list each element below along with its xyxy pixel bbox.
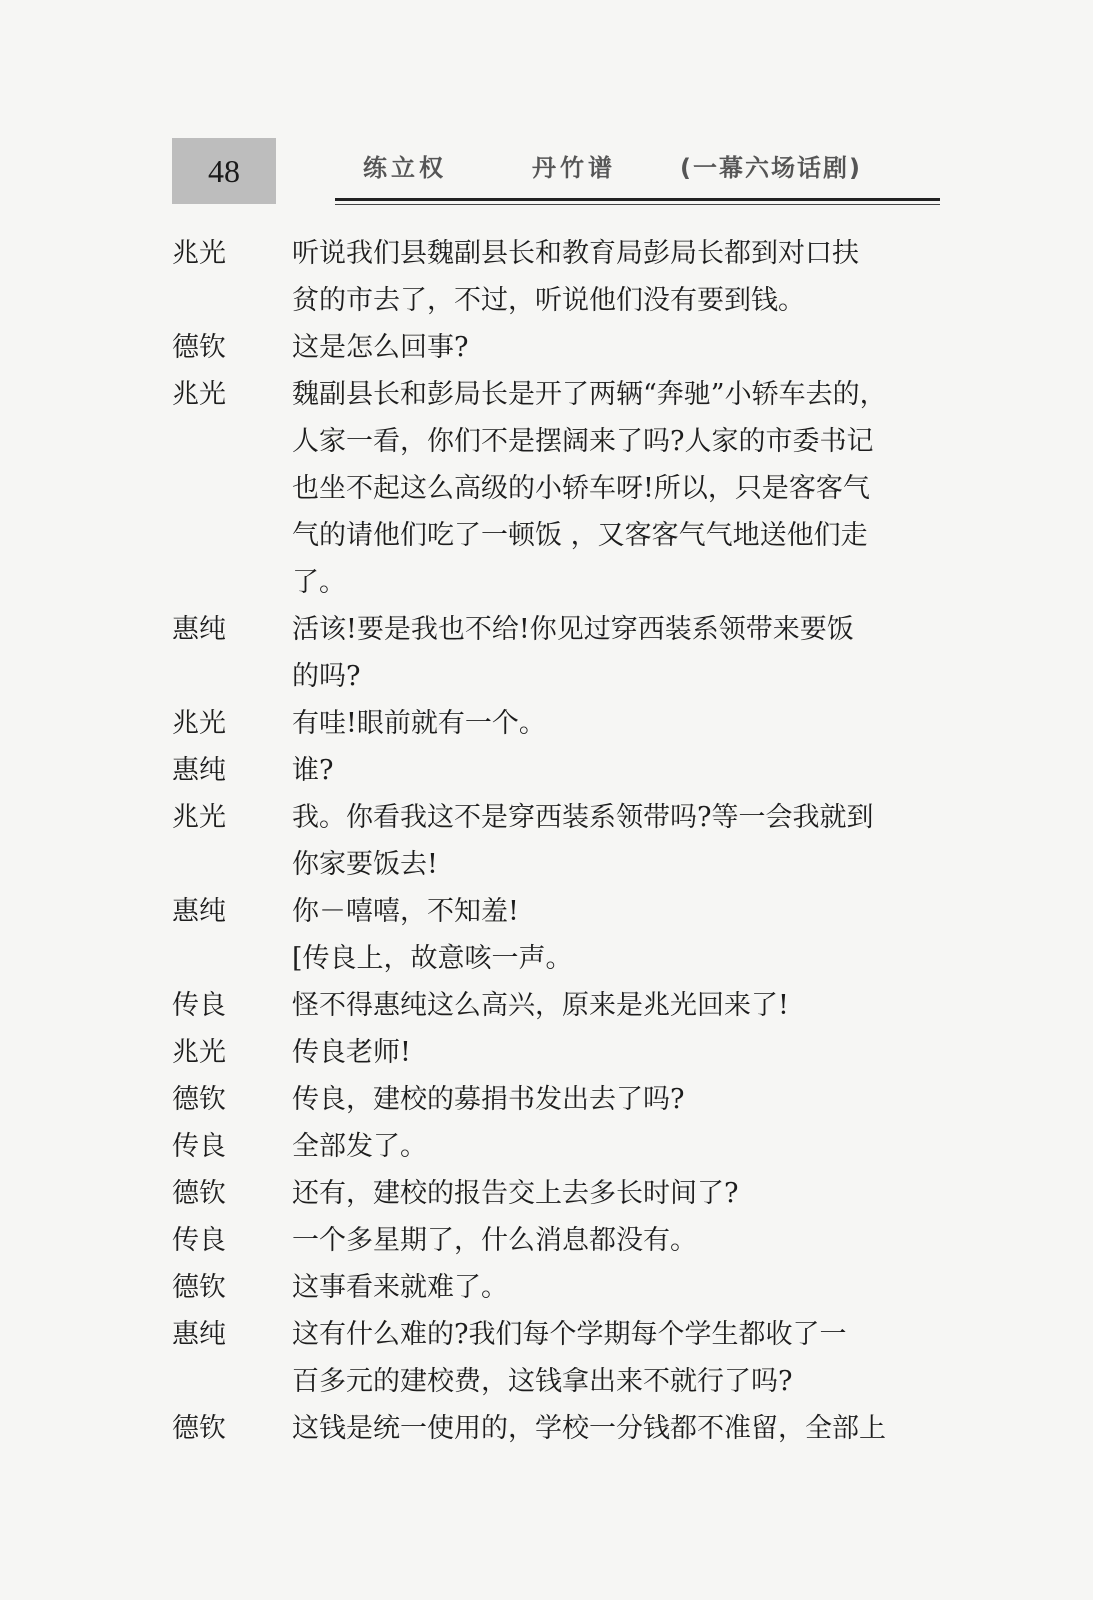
- dialogue-entry: [172, 1123, 952, 1170]
- speech-text: [292, 982, 937, 1029]
- dialogue-entry: [172, 1217, 952, 1264]
- dialogue-entry: [172, 747, 952, 794]
- speech-line: 人家一看，你们不是摆阔来了吗?人家的市委书记: [292, 426, 874, 457]
- speaker-name: 兆光: [172, 379, 226, 410]
- dialogue-entry: [172, 982, 952, 1029]
- speech-text: [292, 1029, 937, 1076]
- speech-text: [292, 371, 937, 606]
- speaker-name: 惠纯: [172, 614, 226, 645]
- speech-text: [292, 888, 937, 935]
- header-rule-thick: [335, 198, 940, 201]
- speaker-name: 德钦: [172, 1413, 226, 1444]
- speaker-name: 兆光: [172, 1037, 226, 1068]
- speech-line: 活该!要是我也不给!你见过穿西装系领带来要饭: [292, 614, 854, 645]
- speech-line: 还有，建校的报告交上去多长时间了?: [292, 1178, 739, 1209]
- speech-line: 的吗?: [292, 661, 361, 692]
- dialogue-entry: [172, 1170, 952, 1217]
- speech-line: 也坐不起这么高级的小轿车呀!所以，只是客客气: [292, 473, 870, 504]
- speech-line: 这事看来就难了。: [292, 1272, 508, 1303]
- speech-text: [292, 324, 937, 371]
- speech-line: 怪不得惠纯这么高兴，原来是兆光回来了!: [292, 990, 789, 1021]
- speech-line: 一个多星期了，什么消息都没有。: [292, 1225, 697, 1256]
- speaker-name: 德钦: [172, 1272, 226, 1303]
- speech-text: [292, 794, 937, 888]
- speaker-name: 惠纯: [172, 896, 226, 927]
- speech-line: 这钱是统一使用的，学校一分钱都不准留，全部上: [292, 1413, 886, 1444]
- speaker-name: 传良: [172, 990, 226, 1021]
- speaker-name: 兆光: [172, 708, 226, 739]
- speech-text: [292, 1217, 937, 1264]
- running-head-title: 丹竹谱: [532, 154, 616, 182]
- dialogue-entry: [172, 371, 952, 606]
- dialogue-entry: [172, 324, 952, 371]
- dialogue-entry: [172, 1076, 952, 1123]
- dialogue-entry: [172, 230, 952, 324]
- speech-text: [292, 935, 937, 982]
- dialogue-body: [172, 230, 952, 1452]
- running-head-genre: (一幕六场话剧): [680, 154, 862, 182]
- dialogue-entry: [172, 1264, 952, 1311]
- speech-line: 魏副县长和彭局长是开了两辆“奔驰”小轿车去的，: [292, 379, 887, 410]
- speaker-name: 德钦: [172, 332, 226, 363]
- header-rule-thin: [335, 204, 940, 205]
- speech-text: [292, 700, 937, 747]
- speech-line: 传良老师!: [292, 1037, 411, 1068]
- speaker-name: [172, 935, 292, 982]
- speech-text: [292, 1405, 937, 1452]
- speech-line: 这是怎么回事?: [292, 332, 469, 363]
- speech-line: 全部发了。: [292, 1131, 427, 1162]
- speaker-name: 德钦: [172, 1178, 226, 1209]
- speaker-name: 兆光: [172, 802, 226, 833]
- speaker-name: 德钦: [172, 1084, 226, 1115]
- speech-line: 谁?: [292, 755, 334, 786]
- speaker-name: 惠纯: [172, 755, 226, 786]
- speech-line: 了。: [292, 567, 346, 598]
- speech-line: 我。你看我这不是穿西装系领带吗?等一会我就到: [292, 802, 874, 833]
- dialogue-entry: [172, 1311, 952, 1405]
- speech-line: 百多元的建校费，这钱拿出来不就行了吗?: [292, 1366, 793, 1397]
- speech-line: 你－嘻嘻，不知羞!: [292, 896, 519, 927]
- running-head: [335, 148, 940, 192]
- speech-line: [传良上，故意咳一声。: [292, 943, 573, 974]
- running-head-author: 练立权: [363, 154, 447, 182]
- speaker-name: 传良: [172, 1131, 226, 1162]
- dialogue-entry: [172, 888, 952, 935]
- speech-text: [292, 1170, 937, 1217]
- speech-line: 听说我们县魏副县长和教育局彭局长都到对口扶: [292, 238, 859, 269]
- speaker-name: 惠纯: [172, 1319, 226, 1350]
- speech-line: 你家要饭去!: [292, 849, 438, 880]
- speaker-name: 兆光: [172, 238, 226, 269]
- speech-line: 传良，建校的募捐书发出去了吗?: [292, 1084, 685, 1115]
- dialogue-entry: [172, 794, 952, 888]
- speech-text: [292, 606, 937, 700]
- speech-text: [292, 747, 937, 794]
- speech-text: [292, 1123, 937, 1170]
- speech-line: 贫的市去了，不过，听说他们没有要到钱。: [292, 285, 805, 316]
- speaker-name: 传良: [172, 1225, 226, 1256]
- page-number: 48: [172, 138, 276, 204]
- speech-text: [292, 1264, 937, 1311]
- speech-line: 气的请他们吃了一顿饭 ，又客客气气地送他们走: [292, 520, 868, 551]
- speech-line: 这有什么难的?我们每个学期每个学生都收了一: [292, 1319, 847, 1350]
- dialogue-entry: [172, 606, 952, 700]
- dialogue-entry: [172, 700, 952, 747]
- speech-line: 有哇!眼前就有一个。: [292, 708, 546, 739]
- speech-text: [292, 1076, 937, 1123]
- stage-direction: [172, 935, 952, 982]
- dialogue-entry: [172, 1405, 952, 1452]
- speech-text: [292, 1311, 937, 1405]
- dialogue-entry: [172, 1029, 952, 1076]
- speech-text: [292, 230, 937, 324]
